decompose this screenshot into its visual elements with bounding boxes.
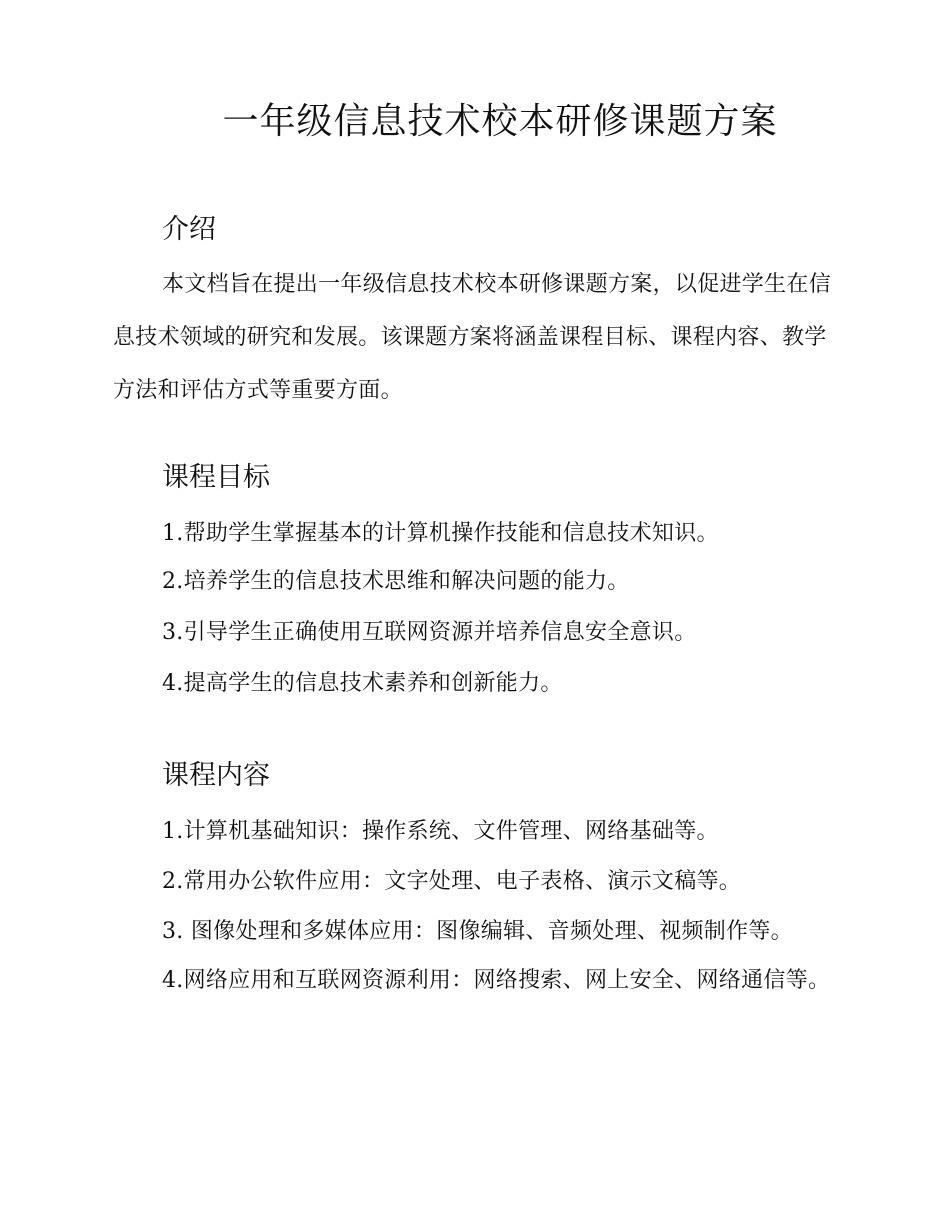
content-item: 2.常用办公软件应用：文字处理、电子表格、演示文稿等。 bbox=[162, 869, 742, 894]
content-item: 3. 图像处理和多媒体应用：图像编辑、音频处理、视频制作等。 bbox=[162, 919, 793, 944]
intro-paragraph: 本文档旨在提出一年级信息技术校本研修课题方案，以促进学生在信息技术领域的研究和发展。该课题方案将涵盖课程目标、课程内容、教学方法和评估方式等重要方面。 bbox=[113, 272, 832, 403]
goal-item: 3.引导学生正确使用互联网资源并培养信息安全意识。 bbox=[162, 620, 697, 645]
intro-heading: 介绍 bbox=[162, 214, 216, 245]
content-item: 4.网络应用和互联网资源利用：网络搜索、网上安全、网络通信等。 bbox=[162, 968, 831, 993]
content-item: 1.计算机基础知识：操作系统、文件管理、网络基础等。 bbox=[162, 819, 719, 844]
content-heading: 课程内容 bbox=[162, 760, 270, 791]
goal-item: 4.提高学生的信息技术素养和创新能力。 bbox=[162, 671, 563, 696]
goals-heading: 课程目标 bbox=[162, 462, 270, 493]
goal-item: 1.帮助学生掌握基本的计算机操作技能和信息技术知识。 bbox=[162, 521, 719, 546]
goal-item: 2.培养学生的信息技术思维和解决问题的能力。 bbox=[162, 569, 630, 594]
document-title: 一年级信息技术校本研修课题方案 bbox=[222, 101, 778, 142]
